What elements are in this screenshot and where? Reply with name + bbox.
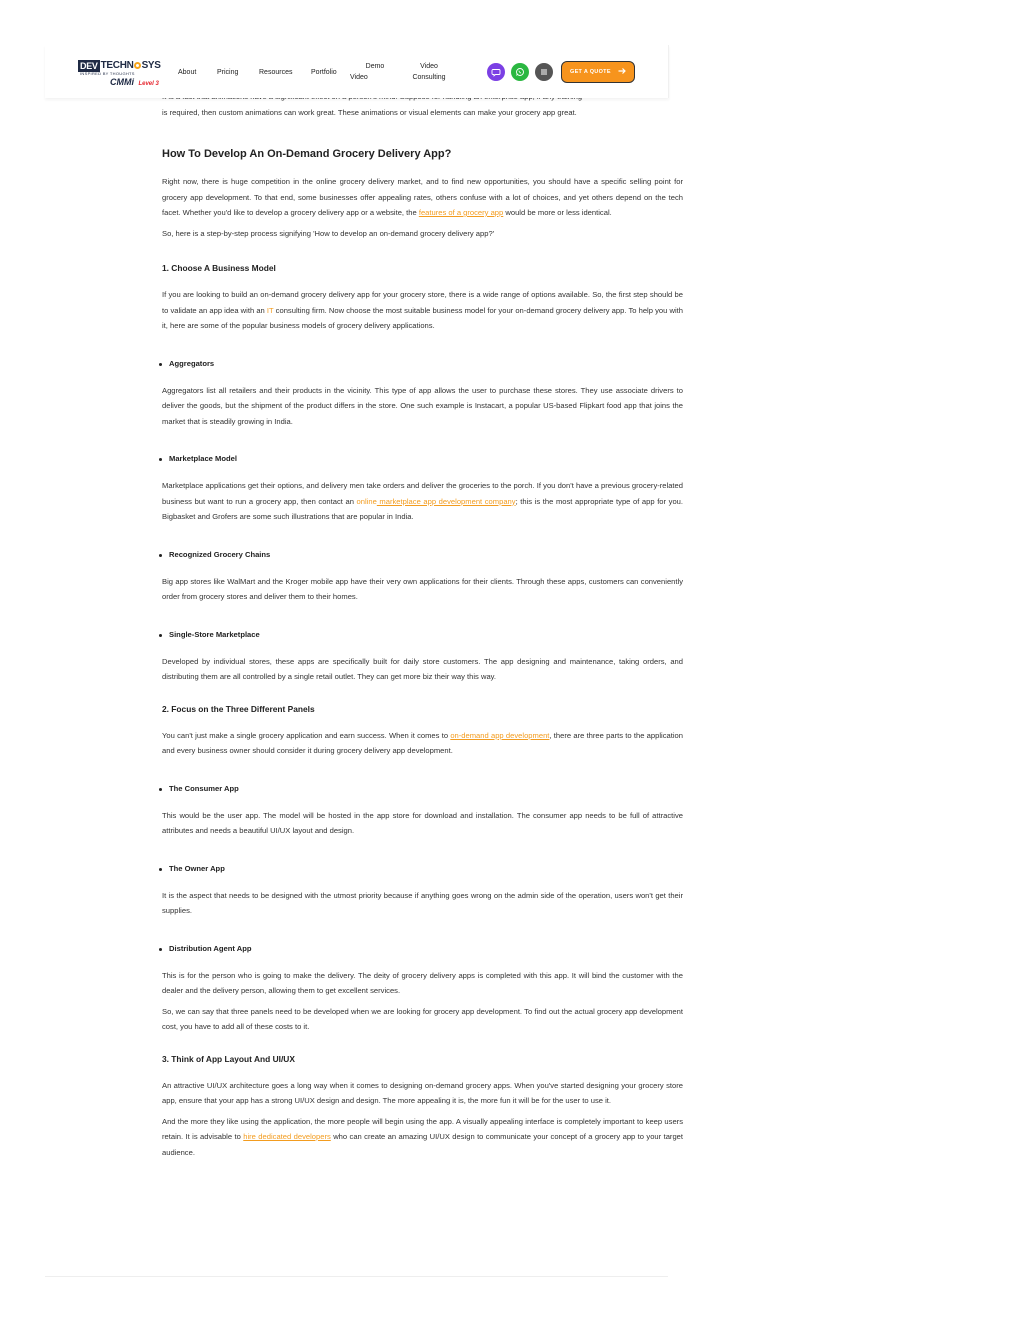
nav-demo-video[interactable] bbox=[350, 61, 390, 83]
paragraph bbox=[162, 287, 683, 334]
bottom-divider bbox=[45, 1276, 668, 1277]
paragraph: It is the aspect that needs to be designed with the utmost priority because if anything goes wrong on the admin side of the operation, users won't get their supplies. bbox=[162, 890, 683, 915]
text: ; this is the most appropriate type of app for you. Bigbasket and Grofers are some such illustrations that are popular in India. bbox=[162, 496, 684, 521]
bullet-heading: The Consumer App bbox=[162, 782, 683, 796]
logo-tagline: INSPIRED BY THOUGHTS bbox=[80, 71, 135, 76]
bullet-heading: Distribution Agent App bbox=[162, 942, 683, 956]
chat-icon[interactable] bbox=[487, 63, 505, 81]
paragraph: This is for the person who is going to make the delivery. The deity of grocery delivery apps is completed with this app. It will bind the customer with the dealer and the delivery person, allowing them to get excellent services. bbox=[162, 970, 683, 995]
nav-demo-line1: Demo bbox=[365, 63, 385, 70]
text: You can't just make a single grocery application and earn success. When it comes to bbox=[162, 730, 451, 740]
paragraph: Aggregators list all retailers and their products in the vicinity. This type of app allows the user to purchase these stores. They use associate drivers to deliver the goods, but the shipment of the product differs in the store. One such example is Instacart, a popular US-based Flipkart food app that joins the market that is steadily growing in India. bbox=[162, 385, 683, 426]
whatsapp-icon[interactable] bbox=[511, 63, 529, 81]
logo-sys: SYS bbox=[141, 59, 161, 71]
text: And the more they like using the application, the more people will begin using the app. A visually appealing interface is completely important to keep users retain. It is advisable to bbox=[162, 1116, 683, 1141]
logo-o-icon bbox=[134, 62, 141, 69]
get-a-quote-button[interactable] bbox=[561, 61, 635, 83]
text: If you are looking to build an on-demand grocery delivery app for your grocery store, there is a wide range of options available. So, the first step should be to validate an app idea with an bbox=[162, 290, 683, 315]
step-heading: 3. Think of App Layout And UI/UX bbox=[162, 1053, 295, 1064]
paragraph: So, we can say that three panels need to be developed when we are looking for grocery app development. To find out the actual grocery app development cost, you have to add all of these costs to it. bbox=[162, 1006, 683, 1031]
nav-video-line2: Consulting bbox=[412, 74, 446, 81]
text: Marketplace applications get their options, and delivery men take orders and deliver the groceries to the porch. If you don't have a previous grocery-related business but want to run a grocery app, then contact an bbox=[162, 481, 683, 506]
devtechnosys-logo[interactable] bbox=[78, 59, 161, 87]
nav-resources[interactable]: Resources bbox=[259, 69, 293, 76]
text: who can create an amazing UI/UX design to communicate your concept of a grocery app to your target audience. bbox=[162, 1132, 684, 1157]
bullet-heading: Single-Store Marketplace bbox=[162, 628, 683, 642]
logo-dev: DEV bbox=[80, 60, 98, 71]
paragraph bbox=[162, 478, 683, 525]
cmmi-text: CMMi bbox=[110, 77, 134, 87]
on-demand-link[interactable]: on-demand app development bbox=[450, 730, 550, 740]
paragraph bbox=[162, 728, 683, 759]
logo-techno: TECHN bbox=[100, 59, 134, 71]
text: , there are three parts to the application and every business owner should consider it during grocery delivery app development. bbox=[162, 730, 683, 755]
features-link[interactable]: features of a grocery app bbox=[418, 208, 504, 217]
arrow-right-icon bbox=[617, 66, 627, 78]
nav-about[interactable]: About bbox=[178, 69, 197, 76]
it-link[interactable]: IT bbox=[266, 305, 274, 315]
paragraph: Developed by individual stores, these apps are specifically built for daily store customers. The app designing and maintenance, taking orders, and distributing them are all controlled by a single retail outlet. They can get more biz their way this way. bbox=[162, 656, 683, 681]
nav-video-line1: Video bbox=[420, 63, 438, 70]
article-body bbox=[162, 89, 683, 1165]
text: consulting firm. Now choose the most suitable business model for your on-demand grocery delivery app. To help you with it, here are some of the popular business models of grocery delivery applications. bbox=[162, 305, 683, 330]
cmmi-badge bbox=[110, 76, 159, 89]
online-link[interactable]: online bbox=[356, 496, 377, 506]
paragraph bbox=[162, 174, 683, 221]
marketplace-app-link[interactable]: marketplace app development company bbox=[376, 496, 516, 506]
bullet-heading: The Owner App bbox=[162, 862, 683, 876]
step-heading: 1. Choose A Business Model bbox=[162, 263, 276, 273]
paragraph bbox=[162, 1114, 683, 1161]
paragraph: An attractive UI/UX architecture goes a long way when it comes to designing on-demand grocery apps. When you've started designing your grocery store app, ensure that your app has a strong UI/UX design and design. The more appealing it is, the more fun it will be for the user to use it. bbox=[162, 1080, 683, 1105]
intro-text: is required, then custom animations can work great. These animations or visual elements can make your grocery app great. bbox=[162, 107, 577, 117]
nav-portfolio[interactable]: Portfolio bbox=[311, 69, 337, 76]
cmmi-level: Level 3 bbox=[138, 81, 159, 87]
hire-developers-link[interactable]: hire dedicated developers bbox=[243, 1132, 331, 1141]
paragraph: Big app stores like WalMart and the Kroger mobile app have their very own applications for their clients. Through these apps, customers can conveniently order from grocery stores and deliver them to their homes. bbox=[162, 576, 683, 601]
section-heading: How To Develop An On-Demand Grocery Delivery App? bbox=[162, 148, 452, 160]
paragraph: This would be the user app. The model will be hosted in the app store for download and installation. The consumer app needs to be full of attractive attributes and needs a beautiful UI/UX layout and design. bbox=[162, 810, 683, 835]
menu-icon[interactable] bbox=[535, 63, 553, 81]
text: would be more or less identical. bbox=[503, 208, 612, 217]
nav-video-consulting[interactable] bbox=[405, 61, 453, 83]
get-a-quote-label: GET A QUOTE bbox=[570, 69, 611, 75]
nav-demo-line2: Video bbox=[350, 74, 368, 81]
bullet-heading: Recognized Grocery Chains bbox=[162, 548, 683, 562]
bullet-heading: Aggregators bbox=[162, 357, 683, 371]
bullet-heading: Marketplace Model bbox=[162, 452, 683, 466]
nav-pricing[interactable]: Pricing bbox=[217, 69, 239, 76]
step-heading: 2. Focus on the Three Different Panels bbox=[162, 703, 315, 714]
paragraph: So, here is a step-by-step process signifying 'How to develop an on-demand grocery delivery app?' bbox=[162, 228, 495, 238]
text: Right now, there is huge competition in the online grocery delivery market, and to find new opportunities, you should have a specific selling point for grocery app development. To that end, some businesses offer appealing rates, others confuse with a lot of choices, and yet others depend on the tech facet. Whether you'd like to develop a grocery delivery app or a website, the bbox=[162, 177, 683, 217]
site-header bbox=[45, 45, 669, 98]
